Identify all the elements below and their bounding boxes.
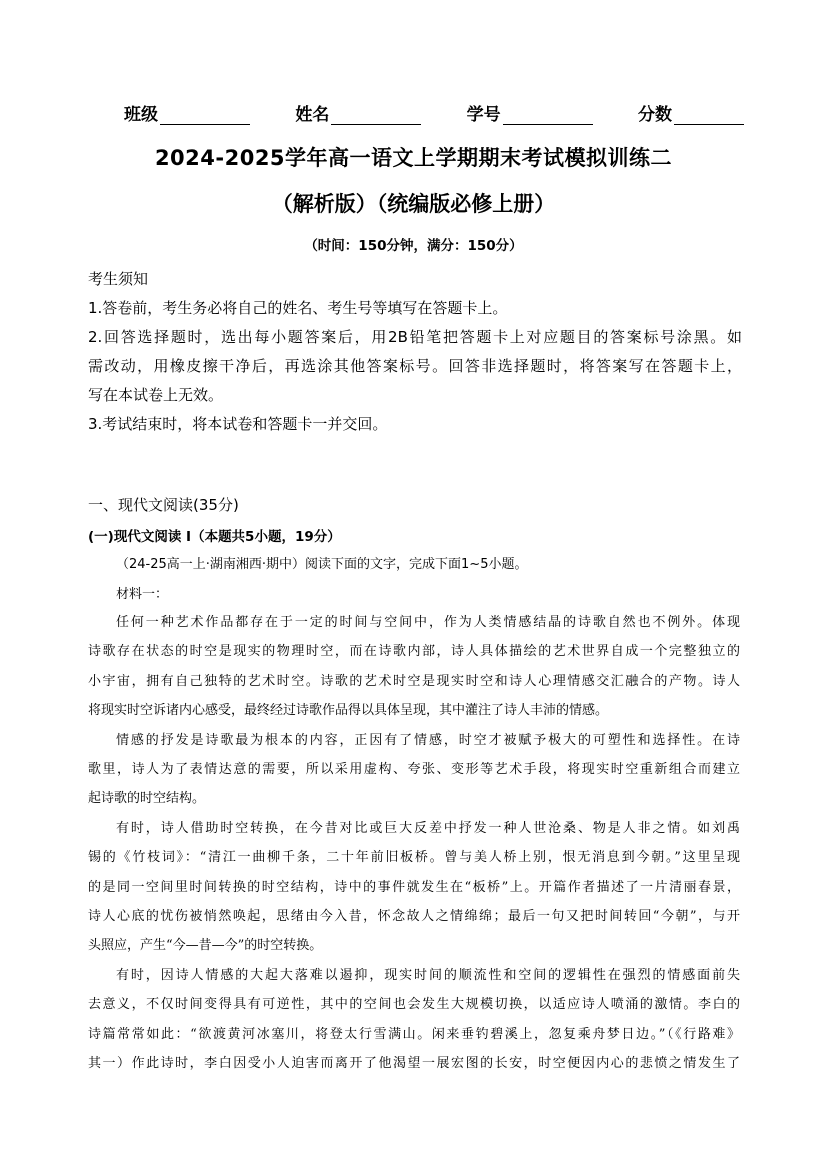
notice-line: 写在本试卷上无效。 [88, 386, 224, 404]
exam-header-fields [124, 100, 744, 125]
notice-line: 1.答卷前，考生务必将自己的姓名、考生号等填写在答题卡上。 [88, 299, 508, 317]
header-field-label: 分数 [637, 105, 672, 125]
passage-line: 诗篇常常如此：“欲渡黄河冰塞川，将登太行雪满山。闲来垂钓碧溪上，忽复乘舟梦日边。”（《行路难》 [88, 1026, 740, 1042]
passage-line: 小宇宙，拥有自己独特的艺术时空。诗歌的艺术时空是现实时空和诗人心理情感交汇融合的产物。诗人 [88, 673, 740, 689]
notice-heading: 考生须知 [88, 270, 149, 288]
passage-line: 诗人心底的忧伤被悄然唤起，思绪由今入昔，怀念故人之情绵绵；最后一句又把时间转回“今朝”，与开 [88, 909, 740, 925]
passage-paragraph [88, 961, 740, 1079]
header-field [124, 100, 250, 125]
section-title: 一、现代文阅读(35分) [88, 496, 239, 514]
header-field-label: 学号 [466, 105, 501, 125]
passage-line: 将现实时空诉诸内心感受，最终经过诗歌作品得以具体呈现，其中灌注了诗人丰沛的情感。 [88, 703, 609, 719]
passage-line: 有时，因诗人情感的大起大落难以遏抑，现实时间的顺流性和空间的逻辑性在强烈的情感面前失 [116, 967, 740, 983]
header-field-blank[interactable] [331, 106, 421, 125]
notice-line: 2.回答选择题时，选出每小题答案后，用2B铅笔把答题卡上对应题目的答案标号涂黑。如 [88, 328, 742, 346]
passage-line: 去意义，不仅时间变得具有可逆性，其中的空间也会发生大规模切换，以适应诗人喷涌的激情。李白的 [88, 997, 740, 1013]
header-field-label: 姓名 [295, 105, 330, 125]
exam-notice [88, 265, 742, 439]
notice-line: 需改动，用橡皮擦干净后，再选涂其他答案标号。回答非选择题时，将答案写在答题卡上， [88, 357, 742, 375]
passage-paragraph [88, 814, 740, 961]
page-subtitle: （解析版）（统编版必修上册） [271, 192, 556, 216]
header-field-blank[interactable] [160, 106, 250, 125]
header-field-blank[interactable] [674, 106, 744, 125]
page-title: 2024-2025学年高一语文上学期期末考试模拟训练二 [154, 146, 673, 170]
header-field-label: 班级 [124, 105, 158, 125]
passage-line: 诗歌存在状态的时空是现实的物理时空，而在诗歌内部，诗人具体描绘的艺术世界自成一个完整独立的 [88, 644, 740, 660]
passage-paragraph [88, 608, 740, 726]
subsection-title: (一)现代文阅读 I（本题共5小题，19分） [88, 529, 341, 545]
reading-intro: （24-25高一上·湖南湘西·期中）阅读下面的文字，完成下面1~5小题。 [116, 557, 528, 572]
material-label: 材料一： [116, 587, 169, 602]
passage-line: 歌里，诗人为了表情达意的需要，所以采用虚构、夸张、变形等艺术手段，将现实时空重新组合而建立 [88, 762, 740, 778]
passage-paragraph [88, 726, 740, 814]
passage-line: 有时，诗人借助时空转换，在今昔对比或巨大反差中抒发一种人世沧桑、物是人非之情。如刘禹 [116, 820, 740, 836]
time-info: （时间：150分钟，满分：150分） [304, 238, 523, 254]
reading-passage [88, 608, 740, 1079]
header-field-blank[interactable] [503, 106, 593, 125]
passage-line: 起诗歌的时空结构。 [88, 791, 206, 807]
passage-line: 任何一种艺术作品都存在于一定的时间与空间中，作为人类情感结晶的诗歌自然也不例外。体现 [116, 615, 740, 630]
passage-line: 头照应，产生“今—昔—今”的时空转换。 [88, 938, 323, 954]
passage-line: 的是同一空间里时间转换的时空结构，诗中的事件就发生在“板桥”上。开篇作者描述了一片清丽春景， [88, 879, 740, 895]
passage-line: 锡的《竹枝词》：“清江一曲柳千条，二十年前旧板桥。曾与美人桥上别，恨无消息到今朝。”这里呈现 [88, 850, 740, 866]
passage-line: 情感的抒发是诗歌最为根本的内容，正因有了情感，时空才被赋予极大的可塑性和选择性。在诗 [116, 732, 740, 748]
header-field [467, 100, 593, 125]
header-field [295, 100, 421, 125]
header-field [638, 100, 744, 125]
notice-line: 3.考试结束时，将本试卷和答题卡一并交回。 [88, 415, 388, 433]
passage-line: 其一）作此诗时，李白因受小人迫害而离开了他渴望一展宏图的长安，时空便因内心的悲愤之情发生了 [88, 1056, 740, 1072]
